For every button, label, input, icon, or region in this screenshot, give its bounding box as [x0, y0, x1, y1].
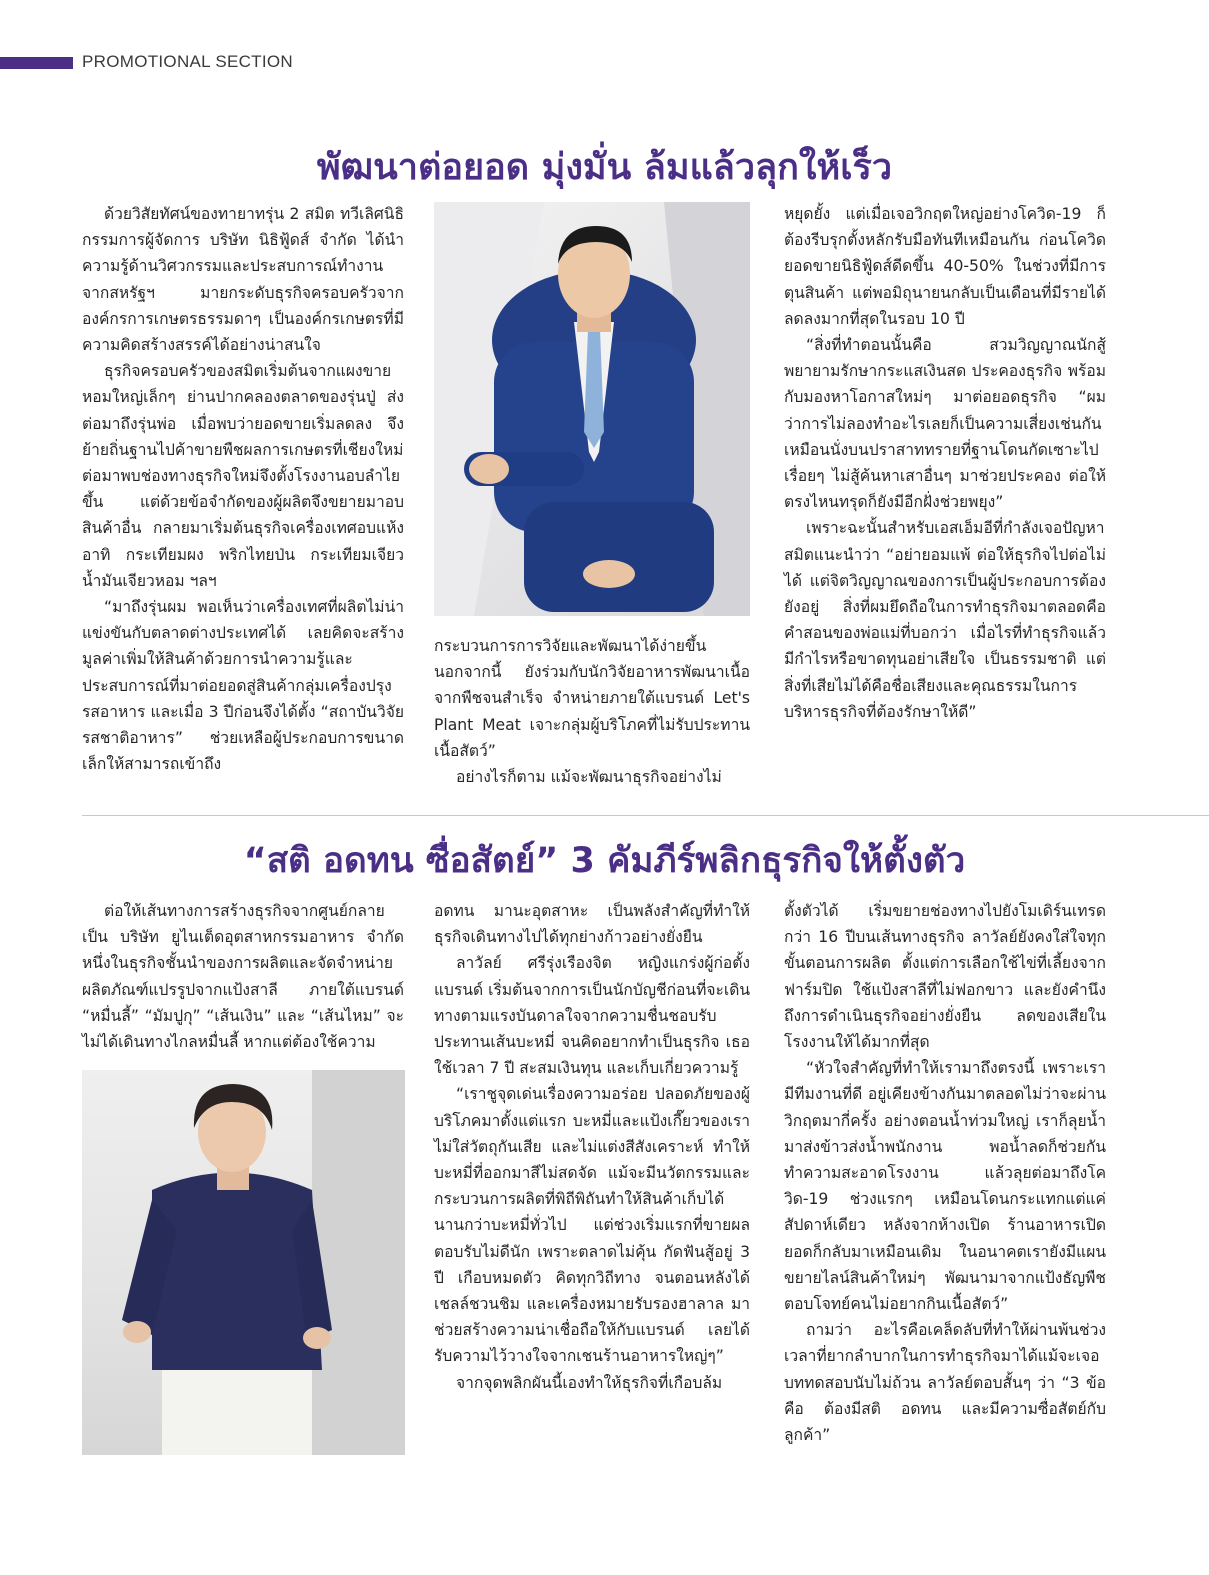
section-divider: [82, 815, 1209, 816]
paragraph: ต่อให้เส้นทางการสร้างธุรกิจจากศูนย์กลายเป็น บริษัท ยูไนเต็ดอุตสาหกรรมอาหาร จำกัด หนึ่งในธุรกิจชั้นนำของการผลิตและจัดจำหน่ายผลิตภัณฑ์แปรรูปจากแป้งสาลี ภายใต้แบรนด์ “หมื่นลี้” “มัมปูกุ” “เส้นเงิน” และ “เส้นไหม” จะไม่ได้เดินทางไกลหมื่นลี้ หากแต่ต้องใช้ความ: [82, 902, 404, 1052]
article1-headline: พัฒนาต่อยอด มุ่งมั่น ล้มแล้วลุกให้เร็ว: [316, 147, 893, 188]
paragraph: “เราชูจุดเด่นเรื่องความอร่อย ปลอดภัยของผู้บริโภคมาตั้งแต่แรก บะหมี่และแป้งเกี๊ยวของเราไม่ใส่วัตถุกันเสีย และไม่แต่งสีสังเคราะห์ ทำให้บะหมี่ที่ออกมาสีไม่สดจัด แม้จะมีนวัตกรรมและกระบวนการผลิตที่พิถีพิถันทำให้สินค้าเก็บได้นานกว่าบะหมี่ทั่วไป แต่ช่วงเริ่มแรกที่ขายผลตอบรับไม่ดีนัก เพราะตลาดไม่คุ้น กัดฟันสู้อยู่ 3 ปี เกือบหมดตัว คิดทุกวิถีทาง จนตอนหลังได้เชลล์ชวนชิม และเครื่องหมายรับรองฮาลาล มาช่วยสร้างความน่าเชื่อถือให้กับแบรนด์ เลยได้รับความไว้วางใจจากเชนร้านอาหารใหญ่ๆ”: [434, 1085, 750, 1366]
article2-column-3: [784, 898, 1106, 1448]
portrait-photo-smit: [434, 202, 750, 616]
paragraph: กระบวนการการวิจัยและพัฒนาได้ง่ายขึ้น นอกจากนี้ ยังร่วมกับนักวิจัยอาหารพัฒนาเนื้อจากพืชจนสำเร็จ จำหน่ายภายใต้แบรนด์ Let's Plant Meat เจาะกลุ่มผู้บริโภคที่ไม่รับประทานเนื้อสัตว์”: [434, 637, 750, 760]
paragraph: ธุรกิจครอบครัวของสมิตเริ่มต้นจากแผงขายหอมใหญ่เล็กๆ ย่านปากคลองตลาดของรุ่นปู่ ส่งต่อมาถึงรุ่นพ่อ เมื่อพบว่ายอดขายเริ่มลดลง จึงย้ายถิ่นฐานไปค้าขายพืชผลการเกษตรที่เชียงใหม่ ต่อมาพบช่องทางธุรกิจใหม่จึงตั้งโรงงานอบลำไยขึ้น แต่ด้วยข้อจำกัดของผู้ผลิตจึงขยายมาอบสินค้าอื่น กลายมาเริ่มต้นธุรกิจเครื่องเทศอบแห้ง อาทิ กระเทียมผง พริกไทยป่น กระเทียมเจียว น้ำมันเจียวหอม ฯลฯ: [82, 362, 404, 590]
article2-headline: “สติ อดทน ซื่อสัตย์” 3 คัมภีร์พลิกธุรกิจให้ตั้งตัว: [243, 841, 966, 881]
paragraph: ตั้งตัวได้ เริ่มขยายช่องทางไปยังโมเดิร์นเทรด กว่า 16 ปีบนเส้นทางธุรกิจ ลาวัลย์ยังคงใส่ใจทุกขั้นตอนการผลิต ตั้งแต่การเลือกใช้ไข่ที่เลี้ยงจากฟาร์มปิด ใช้แป้งสาลีที่ไม่ฟอกขาว และยังคำนึงถึงการดำเนินธุรกิจอย่างยั่งยืน ลดของเสียในโรงงานให้ได้มากที่สุด: [784, 902, 1106, 1052]
section-label: PROMOTIONAL SECTION: [82, 52, 293, 71]
article2-column-2: [434, 898, 750, 1396]
paragraph: ลาวัลย์ ศรีรุ่งเรืองจิต หญิงแกร่งผู้ก่อตั้งแบรนด์ เริ่มต้นจากการเป็นนักบัญชีก่อนที่จะเดินทางตามแรงบันดาลใจจากความชื่นชอบรับประทานเส้นบะหมี่ จนคิดอยากทำเป็นธุรกิจ เธอใช้เวลา 7 ปี สะสมเงินทุน และเก็บเกี่ยวความรู้: [434, 954, 750, 1078]
portrait-photo-lawan: [82, 1070, 405, 1455]
paragraph: อย่างไรก็ตาม แม้จะพัฒนาธุรกิจอย่างไม่: [456, 768, 722, 787]
paragraph: อดทน มานะอุตสาหะ เป็นพลังสำคัญที่ทำให้ธุรกิจเดินทางไปได้ทุกย่างก้าวอย่างยั่งยืน: [434, 902, 750, 947]
article1-column-1: [82, 201, 404, 777]
paragraph: เพราะฉะนั้นสำหรับเอสเอ็มอีที่กำลังเจอปัญหา สมิตแนะนำว่า “อย่ายอมแพ้ ต่อให้ธุรกิจไปต่อไม่ได้ แต่จิตวิญญาณของการเป็นผู้ประกอบการต้องยังอยู่ สิ่งที่ผมยึดถือในการทำธุรกิจมาตลอดคือ คำสอนของพ่อแม่ที่บอกว่า เมื่อไรที่ทำธุรกิจแล้วมีกำไรหรือขาดทุนอย่าเสียใจ เป็นธรรมชาติ แต่สิ่งที่เสียไม่ได้คือชื่อเสียงและคุณธรรมในการบริหารธุรกิจที่ต้องรักษาให้ดี”: [784, 519, 1106, 721]
paragraph: ถามว่า อะไรคือเคล็ดลับที่ทำให้ผ่านพ้นช่วงเวลาที่ยากลำบากในการทำธุรกิจมาได้แม้จะเจอบททดสอบนับไม่ถ้วน ลาวัลย์ตอบสั้นๆ ว่า “3 ข้อ คือ ต้องมีสติ อดทน และมีความซื่อสัตย์กับลูกค้า”: [784, 1321, 1106, 1445]
paragraph: หยุดยั้ง แต่เมื่อเจอวิกฤตใหญ่อย่างโควิด-19 ก็ต้องรีบรุกตั้งหลักรับมือทันทีเหมือนกัน ก่อนโควิดยอดขายนิธิฟู้ดส์ดีดขึ้น 40-50% ในช่วงที่มีการตุนสินค้า แต่พอมิถุนายนกลับเป็นเดือนที่มีรายได้ลดลงมากที่สุดในรอบ 10 ปี: [784, 205, 1106, 328]
paragraph: “สิ่งที่ทำตอนนั้นคือ สวมวิญญาณนักสู้ พยายามรักษากระแสเงินสด ประคองธุรกิจ พร้อมกับมองหาโอกาสใหม่ๆ มาต่อยอดธุรกิจ “ผมว่าการไม่ลองทำอะไรเลยก็เป็นความเสี่ยงเช่นกัน เหมือนนั่งบนปราสาททรายที่ฐานโดนกัดเซาะไปเรื่อยๆ ไม่สู้ค้นหาเสาอื่นๆ มาช่วยประคอง ต่อให้ตรงไหนทรุดก็ยังมีอีกฝั่งช่วยพยุง”: [784, 336, 1106, 512]
article2-column-1: [82, 898, 404, 1055]
paragraph: ด้วยวิสัยทัศน์ของทายาทรุ่น 2 สมิต ทวีเลิศนิธิ กรรมการผู้จัดการ บริษัท นิธิฟู้ดส์ จำกัด ได้นำความรู้ด้านวิศวกรรมและประสบการณ์ทำงานจากสหรัฐฯ มายกระดับธุรกิจครอบครัวจากองค์กรการเกษตรธรรมดาๆ เป็นองค์กรเกษตรที่มีความคิดสร้างสรรค์ได้อย่างน่าสนใจ: [82, 205, 404, 355]
section-accent-bar: [0, 57, 73, 69]
paragraph: “มาถึงรุ่นผม พอเห็นว่าเครื่องเทศที่ผลิตไม่น่าแข่งขันกับตลาดต่างประเทศได้ เลยคิดจะสร้างมูลค่าเพิ่มให้สินค้าด้วยการนำความรู้และประสบการณ์ที่มาต่อยอดสู่สินค้ากลุ่มเครื่องปรุงรสอาหาร และเมื่อ 3 ปีก่อนจึงได้ตั้ง “สถาบันวิจัยรสชาติอาหาร” ช่วยเหลือผู้ประกอบการขนาดเล็กให้สามารถเข้าถึง: [82, 598, 404, 774]
article1-column-3: [784, 201, 1106, 725]
article1-column-2: [434, 633, 750, 790]
paragraph: “หัวใจสำคัญที่ทำให้เรามาถึงตรงนี้ เพราะเรามีทีมงานที่ดี อยู่เคียงข้างกันมาตลอดไม่ว่าจะผ่านวิกฤตมากี่ครั้ง อย่างตอนน้ำท่วมใหญ่ เราก็ลุยน้ำมาส่งข้าวส่งน้ำพนักงาน พอน้ำลดก็ช่วยกันทำความสะอาดโรงงาน แล้วลุยต่อมาถึงโควิด-19 ช่วงแรกๆ เหมือนโดนกระแทกแต่แค่สัปดาห์เดียว หลังจากห้างเปิด ร้านอาหารเปิดยอดก็กลับมาเหมือนเดิม ในอนาคตเรายังมีแผนขยายไลน์สินค้าใหม่ๆ พัฒนามาจากแป้งธัญพืช ตอบโจทย์คนไม่อยากกินเนื้อสัตว์”: [784, 1059, 1106, 1314]
paragraph: จากจุดพลิกผันนี้เองทำให้ธุรกิจที่เกือบล้ม: [456, 1373, 723, 1392]
